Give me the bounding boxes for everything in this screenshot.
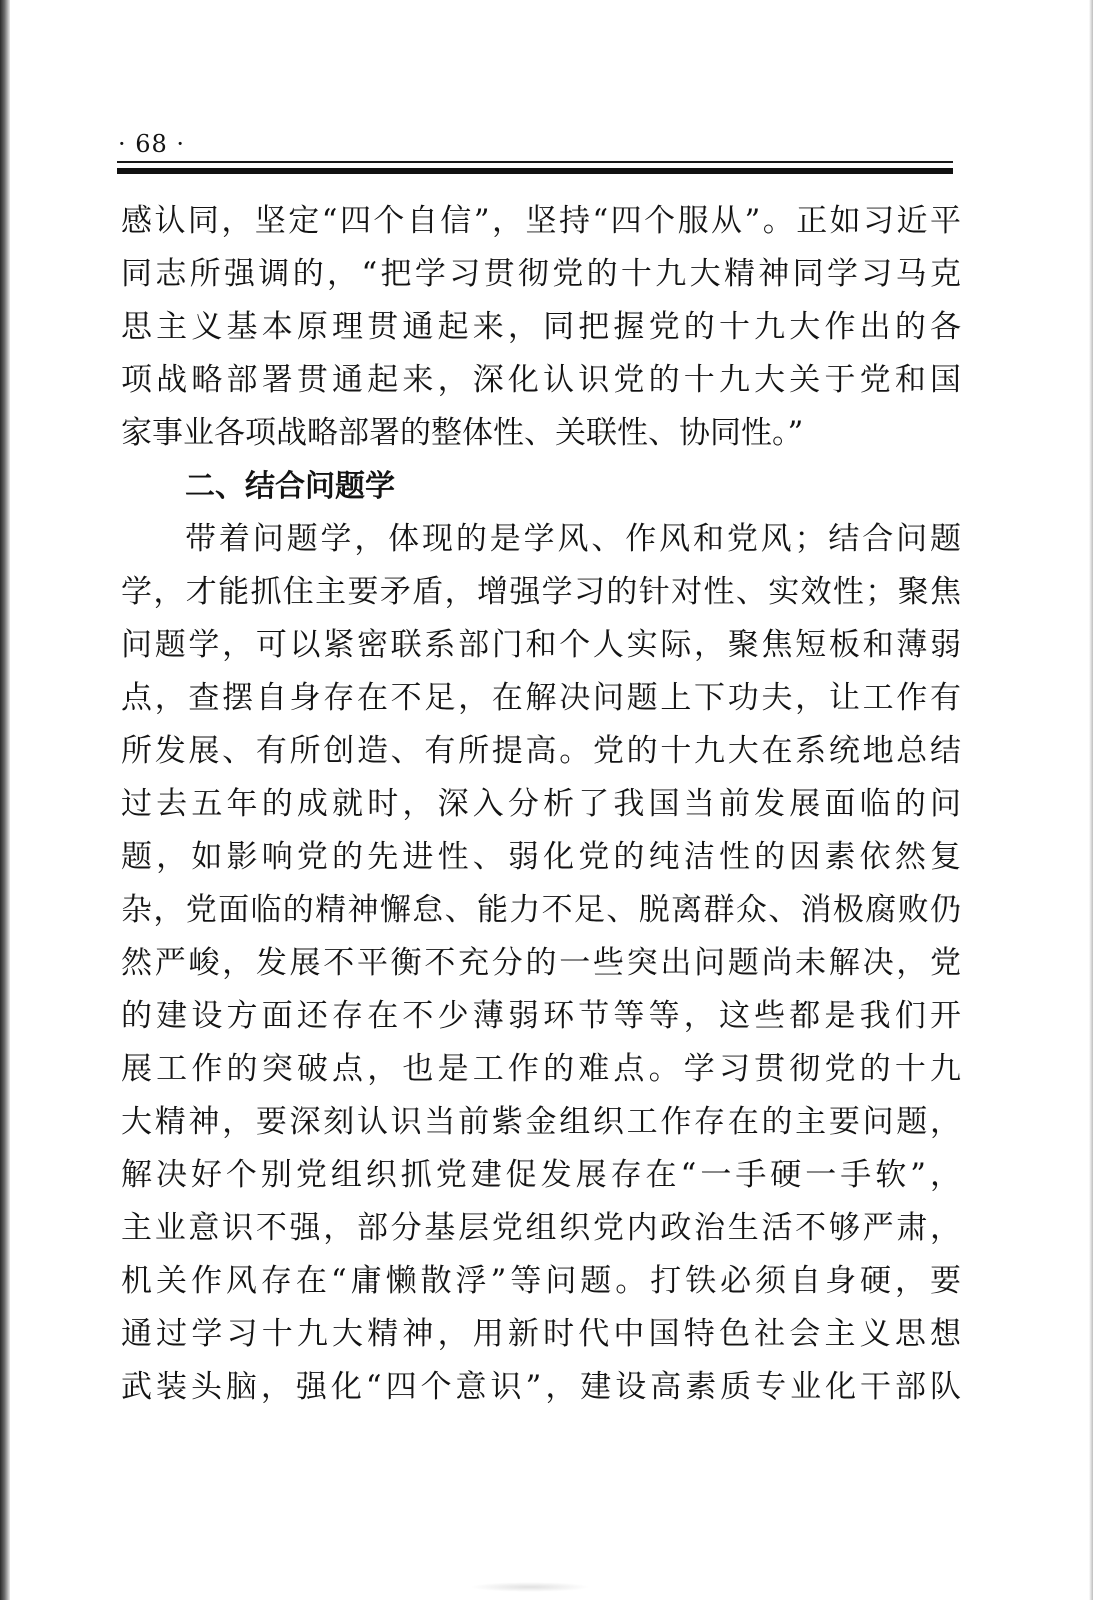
text-line: 大精神，要深刻认识当前紫金组织工作存在的主要问题， (121, 1104, 961, 1140)
text-line: 感认同，坚定“四个自信”，坚持“四个服从”。正如习近平 (121, 203, 961, 239)
section-heading: 二、结合问题学 (185, 469, 395, 504)
page-binding-edge (0, 0, 10, 1600)
text-line: 展工作的突破点，也是工作的难点。学习贯彻党的十九 (121, 1051, 961, 1087)
scan-smudge (470, 1582, 590, 1592)
text-line: 家事业各项战略部署的整体性、关联性、协同性。” (121, 415, 804, 451)
text-line: 点，查摆自身存在不足，在解决问题上下功夫，让工作有 (121, 680, 961, 716)
text-line: 机关作风存在“庸懒散浮”等问题。打铁必须自身硬，要 (121, 1263, 961, 1299)
text-line: 学，才能抓住主要矛盾，增强学习的针对性、实效性；聚焦 (121, 574, 961, 610)
body-text (121, 195, 961, 1414)
header-rule-thick (117, 168, 953, 174)
text-line: 杂，党面临的精神懈怠、能力不足、脱离群众、消极腐败仍 (121, 892, 961, 928)
text-line: 同志所强调的，“把学习贯彻党的十九大精神同学习马克 (121, 256, 961, 292)
text-line: 思主义基本原理贯通起来，同把握党的十九大作出的各 (121, 309, 961, 345)
text-line: 项战略部署贯通起来，深化认识党的十九大关于党和国 (121, 362, 961, 398)
text-line: 题，如影响党的先进性、弱化党的纯洁性的因素依然复 (121, 839, 961, 875)
text-line: 问题学，可以紧密联系部门和个人实际，聚焦短板和薄弱 (121, 627, 961, 663)
text-line: 所发展、有所创造、有所提高。党的十九大在系统地总结 (121, 733, 961, 769)
text-line: 带着问题学，体现的是学风、作风和党风；结合问题 (185, 521, 961, 557)
text-line: 过去五年的成就时，深入分析了我国当前发展面临的问 (121, 786, 961, 822)
text-line: 然严峻，发展不平衡不充分的一些突出问题尚未解决，党 (121, 945, 961, 981)
text-line: 通过学习十九大精神，用新时代中国特色社会主义思想 (121, 1316, 961, 1352)
text-line: 的建设方面还存在不少薄弱环节等等，这些都是我们开 (121, 998, 961, 1034)
text-line: 主业意识不强，部分基层党组织党内政治生活不够严肃， (121, 1210, 961, 1246)
text-line: 武装头脑，强化“四个意识”，建设高素质专业化干部队 (121, 1369, 961, 1405)
page-number: · 68 · (118, 130, 186, 158)
header-rule-thin (117, 161, 953, 163)
page-right-edge (1089, 0, 1093, 1600)
text-line: 解决好个别党组织抓党建促发展存在“一手硬一手软”， (121, 1157, 961, 1193)
